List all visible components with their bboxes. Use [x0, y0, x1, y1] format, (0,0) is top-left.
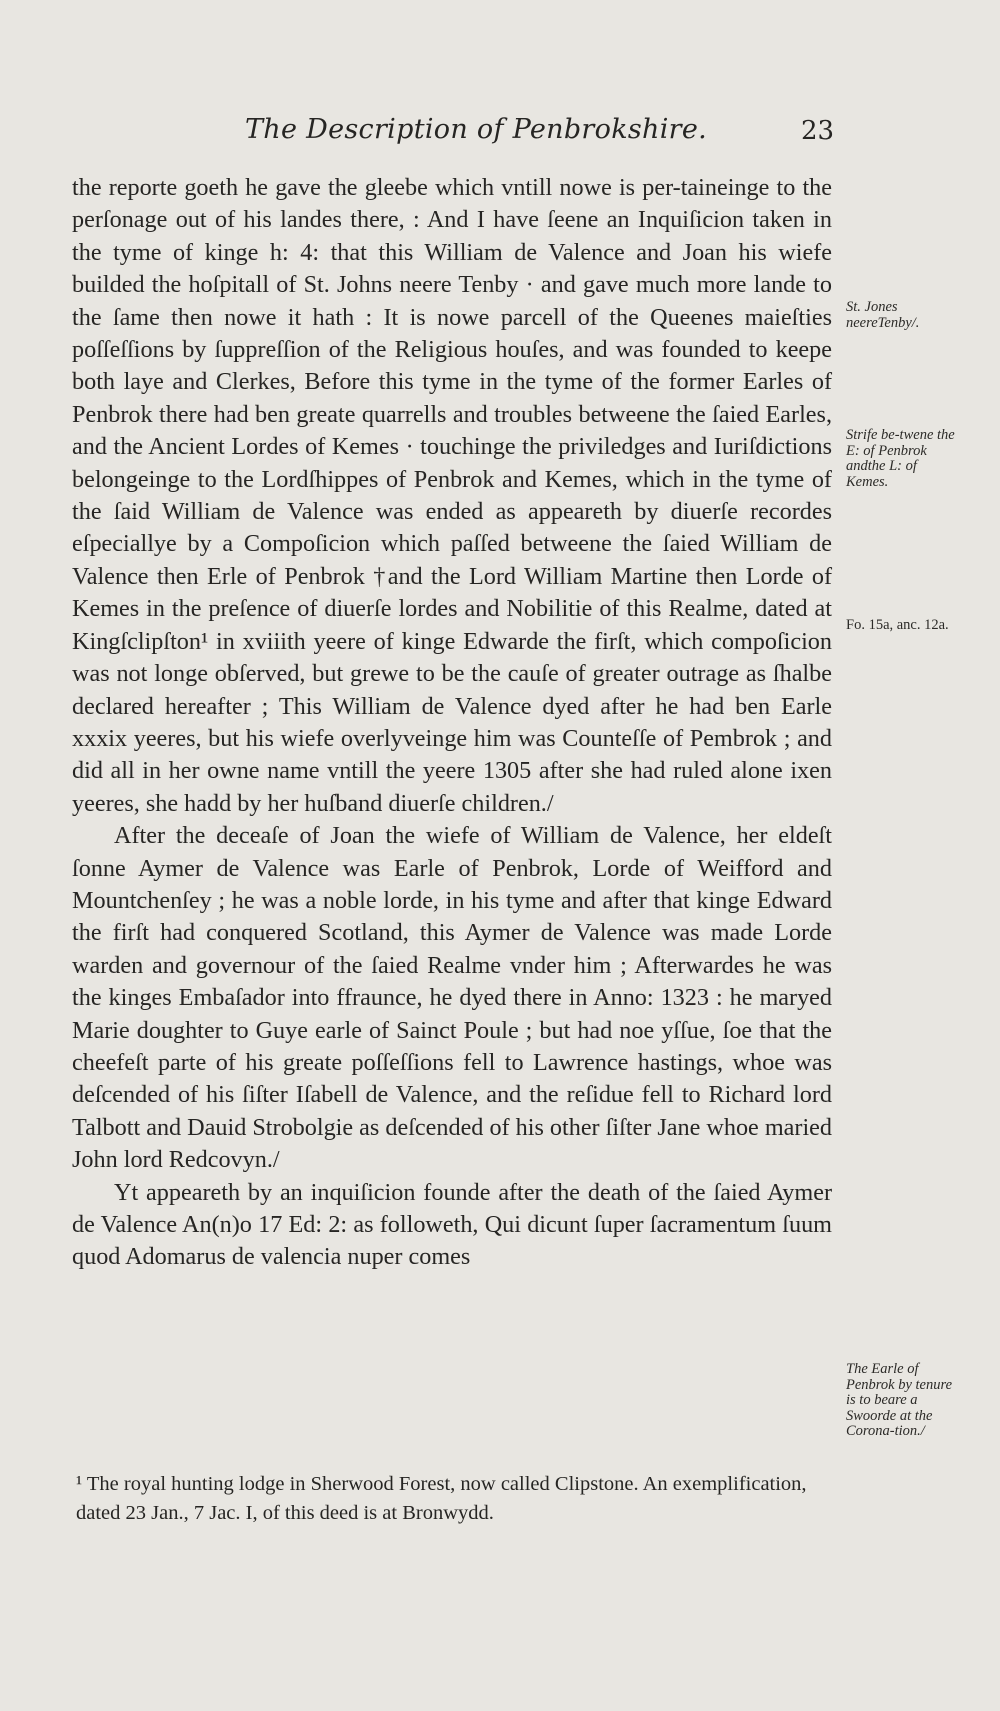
paragraph: Yt appeareth by an inquiſicion founde after the death of the ſaied Aymer de Valence An(n)o 17 Ed: 2: as followeth, Qui dicunt ſuper ſacramentum ſuum quod Adomarus de valencia nuper comes	[72, 1178, 832, 1271]
paragraph: After the deceaſe of Joan the wiefe of William de Valence, her eldeſt ſonne Aymer de Valence was Earle of Penbrok, Lorde of Weifford and Mountchenſey ; he was a noble lorde, in his tyme and after that kinge Edward the firſt had conquered Scotland, this Aymer de Valence was made Lorde warden and governour of the ſaied Realme vnder him ; Afterwardes he was the kinges Embaſador into ffraunce, he dyed there in Anno: 1323 : he maryed Marie doughter to Guye earle of Sainct Poule ; but had noe yſſue, ſoe that the cheefeſt parte of his greate poſſeſſions fell to Lawrence hastings, whoe was deſcended of his ſiſter Iſabell de Valence, and the reſidue fell to Richard lord Talbott and Dauid Strobolgie as deſcended of his other ſiſter Jane whoe maried John lord Redcovyn./	[72, 822, 832, 1174]
main-text	[72, 172, 832, 1274]
paragraph: the reporte goeth he gave the gleebe which vntill nowe is per-taineinge to the perſonage out of his landes there, : And I have ſeene an Inquiſicion taken in the tyme of kinge h: 4: that this William de Valence and Joan his wiefe builded the hoſpitall of St. Johns neere Tenby · and gave much more lande to the ſame then nowe it hath : It is nowe parcell of the Queenes maieſties poſſeſſions by ſuppreſſion of the Religious houſes, and was founded to keepe both laye and Clerkes, Before this tyme in the tyme of the former Earles of Penbrok there had ben greate quarrells and troubles betweene the ſaied Earles, and the Ancient Lordes of Kemes · touchinge the priviledges and Iuriſdictions belongeinge to the Lordſhippes of Penbrok and Kemes, which in the tyme of the ſaid William de Valence was ended as appeareth by diuerſe recordes eſpeciallye by a Compoſicion which paſſed betweene the ſaied William de Valence then Erle of Penbrok †and the Lord William Martine then Lorde of Kemes in the preſence of diuerſe lordes and Nobilitie of this Realme, dated at Kingſclipſton¹ in xviiith yeere of kinge Edwarde the firſt, which compoſicion was not longe obſerved, but grewe to be the cauſe of greater outrage as ſhalbe declared hereafter ; This William de Valence dyed after he had ben Earle xxxix yeeres, but his wiefe overlyveinge him was Counteſſe of Pembrok ; and did all in her owne name vntill the yeere 1305 after she had ruled alone ixen yeeres, she hadd by her huſband diuerſe children./	[72, 174, 832, 817]
margin-note: Strife be-twene the E: of Penbrok andthe L: of Kemes.	[846, 427, 955, 490]
margin-note: Fo. 15a, anc. 12a.	[846, 617, 949, 633]
margin-note: St. Jones neereTenby/.	[846, 299, 920, 331]
page-title: The Description of Penbrokshire.	[245, 114, 708, 145]
footnote: ¹ The royal hunting lodge in Sherwood Forest, now called Clipstone. An exemplification, dated 23 Jan., 7 Jac. I, of this deed is at Bronwydd.	[76, 1473, 807, 1524]
margin-note: The Earle of Penbrok by tenure is to beare a Swoorde at the Corona-tion./	[846, 1361, 953, 1439]
page-number: 23	[801, 116, 835, 146]
running-head	[0, 114, 1000, 154]
